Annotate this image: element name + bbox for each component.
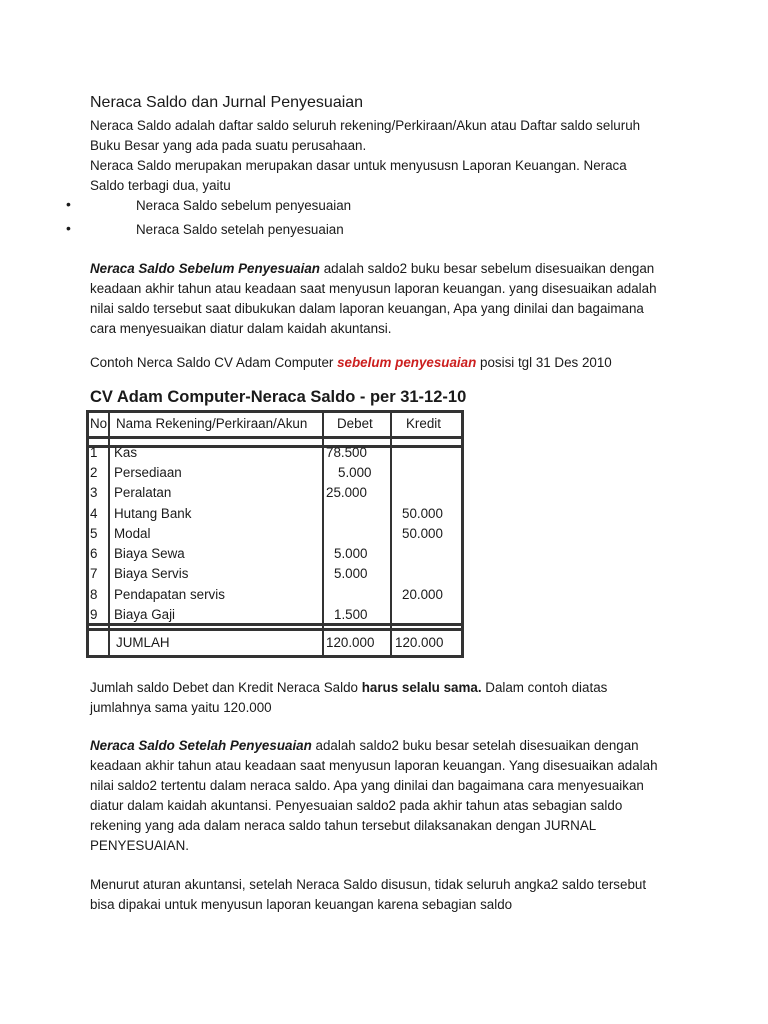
bullet-icon: • bbox=[66, 220, 71, 236]
menurut-line-2: bisa dipakai untuk menyusun laporan keuangan karena sebagian saldo bbox=[90, 897, 513, 912]
column-divider-no bbox=[108, 410, 110, 658]
jumlah-bold: harus selalu sama. bbox=[361, 680, 482, 695]
neraca-saldo-table bbox=[86, 410, 464, 658]
row-nama: Biaya Gaji bbox=[114, 607, 176, 622]
setelah-line-6: PENYESUAIAN. bbox=[90, 838, 189, 853]
setelah-line-1-text: adalah saldo2 buku besar setelah disesuaikan dengan bbox=[311, 738, 639, 753]
row-debet: 1.500 bbox=[334, 607, 368, 622]
intro-line-4: Saldo terbagi dua, yaitu bbox=[90, 178, 231, 193]
intro-line-2: Buku Besar yang ada pada suatu perusahaan. bbox=[90, 138, 367, 153]
setelah-line-3: nilai saldo2 tertentu dalam neraca saldo. Apa yang dinilai dan bagaimana cara menyesuaikan bbox=[90, 778, 644, 793]
header-kredit: Kredit bbox=[406, 416, 441, 431]
page-title: Neraca Saldo dan Jurnal Penyesuaian bbox=[90, 94, 364, 111]
menurut-line-1: Menurut aturan akuntansi, setelah Neraca Saldo disusun, tidak seluruh angka2 saldo tersebut bbox=[90, 877, 647, 892]
header-no: No bbox=[90, 416, 108, 431]
row-nama: Hutang Bank bbox=[114, 506, 192, 521]
contoh-highlight: sebelum penyesuaian bbox=[337, 355, 477, 370]
table-title: CV Adam Computer-Neraca Saldo - per 31-12-10 bbox=[90, 388, 467, 406]
sebelum-line-4: cara menyesuaikan diatur dalam kaidah akuntansi. bbox=[90, 321, 392, 336]
intro-line-1: Neraca Saldo adalah daftar saldo seluruh rekening/Perkiraan/Akun atau Daftar saldo seluruh bbox=[90, 118, 641, 133]
row-debet: 5.000 bbox=[334, 566, 368, 581]
sebelum-line-1-text: adalah saldo2 buku besar sebelum disesuaikan dengan bbox=[319, 261, 655, 276]
row-nama: Kas bbox=[114, 445, 138, 460]
header-debet: Debet bbox=[337, 416, 373, 431]
bullet-icon: • bbox=[66, 196, 71, 212]
row-no: 3 bbox=[90, 485, 98, 500]
contoh-prefix: Contoh Nerca Saldo CV Adam Computer bbox=[90, 355, 338, 370]
jumlah-suffix: Dalam contoh diatas bbox=[481, 680, 608, 695]
row-no: 8 bbox=[90, 587, 98, 602]
jumlah-line-2: jumlahnya sama yaitu 120.000 bbox=[90, 700, 272, 715]
row-nama: Biaya Sewa bbox=[114, 546, 185, 561]
row-nama: Persediaan bbox=[114, 465, 182, 480]
bullet-item-sebelum: Neraca Saldo sebelum penyesuaian bbox=[136, 198, 352, 213]
row-no: 9 bbox=[90, 607, 98, 622]
sebelum-line-3: nilai saldo tersebut saat dibukukan dalam laporan keuangan, Apa yang dinilai dan bagaimana bbox=[90, 301, 644, 316]
contoh-line bbox=[90, 353, 612, 373]
column-divider-debet bbox=[390, 410, 392, 658]
setelah-line-1 bbox=[90, 736, 639, 756]
row-no: 7 bbox=[90, 566, 98, 581]
total-divider-lower bbox=[86, 628, 464, 631]
header-divider-lower bbox=[86, 445, 464, 448]
setelah-line-5: rekening yang ada dalam neraca saldo tahun tersebut dilaksanakan dengan JURNAL bbox=[90, 818, 597, 833]
header-nama: Nama Rekening/Perkiraan/Akun bbox=[116, 416, 308, 431]
setelah-line-4: diatur dalam kaidah akuntansi. Penyesuaian saldo2 pada akhir tahun atas sebagian saldo bbox=[90, 798, 623, 813]
term-sebelum: Neraca Saldo Sebelum Penyesuaian bbox=[90, 261, 320, 276]
setelah-line-2: keadaan akhir tahun atau keadaan saat menyusun laporan keuangan. Yang disesuaikan adalah bbox=[90, 758, 658, 773]
row-no: 5 bbox=[90, 526, 98, 541]
jumlah-line-1 bbox=[90, 678, 607, 698]
row-no: 2 bbox=[90, 465, 98, 480]
jumlah-prefix: Jumlah saldo Debet dan Kredit Neraca Saldo bbox=[90, 680, 362, 695]
bullet-item-setelah: Neraca Saldo setelah penyesuaian bbox=[136, 222, 344, 237]
column-divider-nama bbox=[322, 410, 324, 658]
total-kredit: 120.000 bbox=[395, 635, 444, 650]
row-kredit: 50.000 bbox=[402, 506, 443, 521]
row-no: 4 bbox=[90, 506, 98, 521]
row-nama: Biaya Servis bbox=[114, 566, 189, 581]
header-divider bbox=[86, 436, 464, 439]
row-no: 6 bbox=[90, 546, 98, 561]
total-label: JUMLAH bbox=[116, 635, 170, 650]
sebelum-line-1 bbox=[90, 259, 654, 279]
term-setelah: Neraca Saldo Setelah Penyesuaian bbox=[90, 738, 312, 753]
row-nama: Pendapatan servis bbox=[114, 587, 225, 602]
intro-line-3: Neraca Saldo merupakan merupakan dasar untuk menyususn Laporan Keuangan. Neraca bbox=[90, 158, 627, 173]
row-debet: 5.000 bbox=[334, 546, 368, 561]
row-debet: 5.000 bbox=[338, 465, 372, 480]
total-debet: 120.000 bbox=[326, 635, 375, 650]
contoh-suffix: posisi tgl 31 Des 2010 bbox=[476, 355, 612, 370]
row-kredit: 20.000 bbox=[402, 587, 443, 602]
row-nama: Modal bbox=[114, 526, 151, 541]
sebelum-line-2: keadaan akhir tahun atau keadaan saat menyusun laporan keuangan. yang disesuaikan adalah bbox=[90, 281, 657, 296]
row-debet: 78.500 bbox=[326, 445, 367, 460]
row-no: 1 bbox=[90, 445, 98, 460]
row-kredit: 50.000 bbox=[402, 526, 443, 541]
row-nama: Peralatan bbox=[114, 485, 172, 500]
row-debet: 25.000 bbox=[326, 485, 367, 500]
